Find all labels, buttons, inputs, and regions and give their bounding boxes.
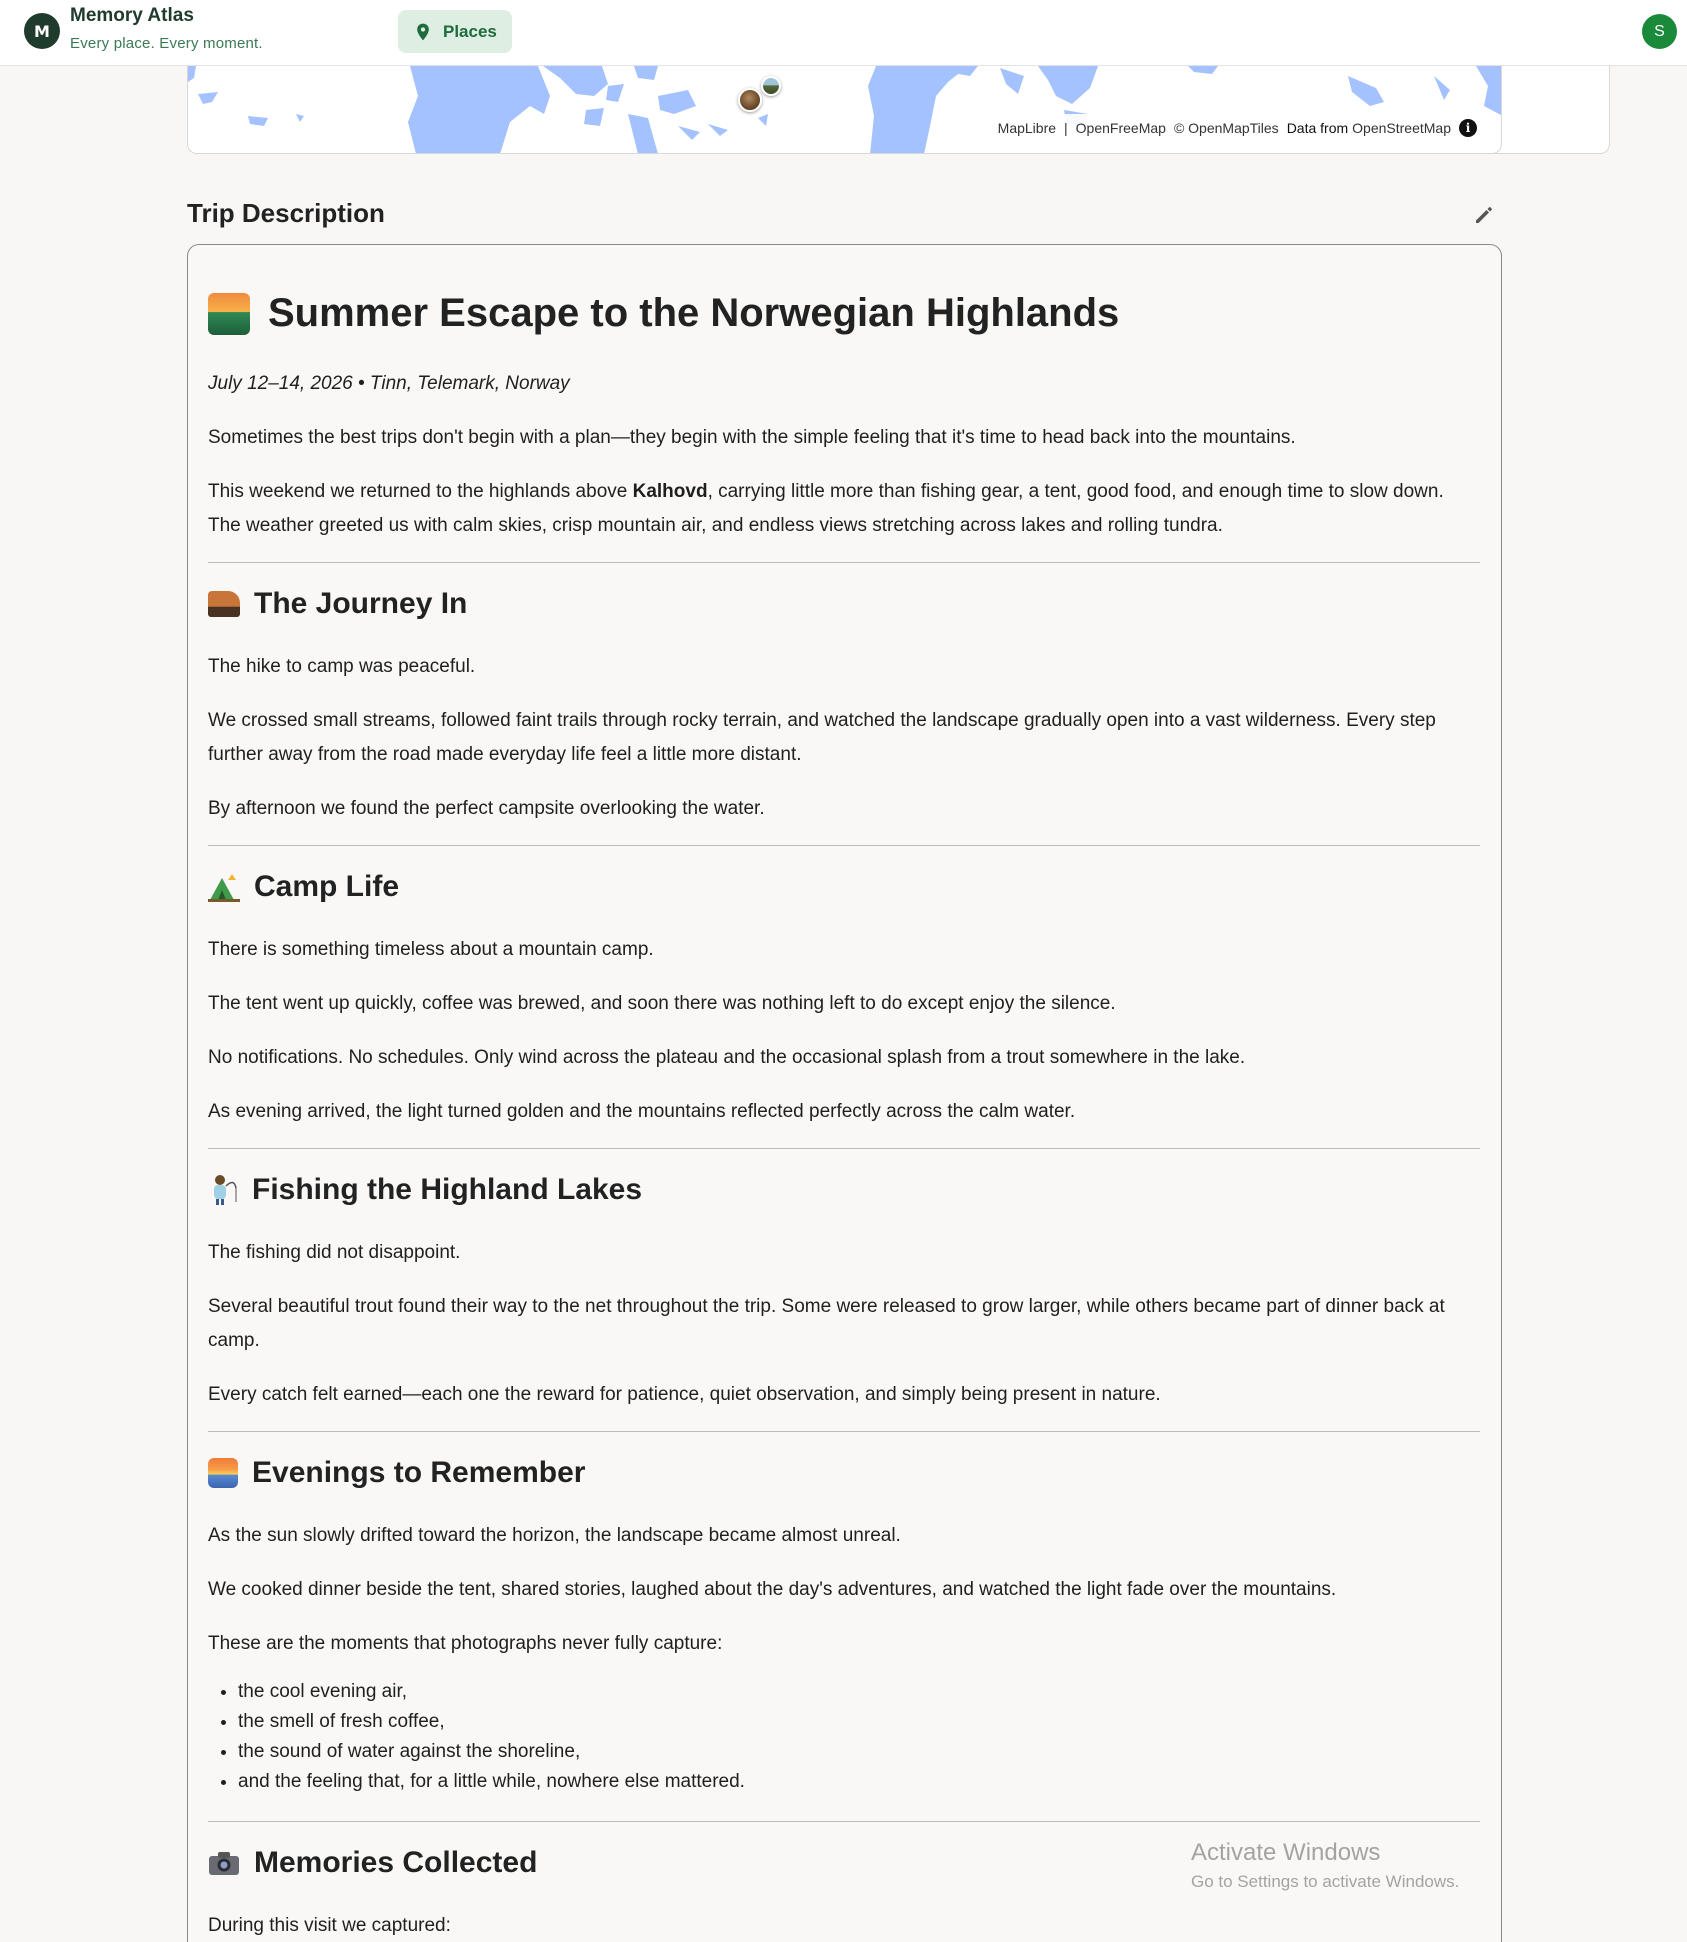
trip-meta: July 12–14, 2026 • Tinn, Telemark, Norway (208, 373, 570, 394)
section-title: Trip Description (187, 198, 385, 228)
paragraph: By afternoon we found the perfect campsite overlooking the water. (208, 798, 765, 819)
section-heading-fishing (208, 1173, 642, 1207)
place-name-kalhovd: Kalhovd (632, 481, 708, 502)
camera-icon (208, 1850, 240, 1876)
intro-paragraph-1: Sometimes the best trips don't begin with a plan—they begin with the simple feeling that it's time to head back into the mountains. (208, 427, 1296, 448)
paragraph: Every catch felt earned—each one the reward for patience, quiet observation, and simply being present in nature. (208, 1384, 1161, 1405)
avatar-initial: S (1654, 22, 1665, 40)
attribution-separator: | (1064, 120, 1068, 136)
intro-text-end: , carrying little more than fishing gear, a tent, good food, and enough time to slow down. The weather greeted us with calm skies, crisp mountain air, and endless views stretching across lakes and rolling tundra. (208, 481, 1444, 536)
sunset-icon (208, 1458, 238, 1488)
paragraph: As evening arrived, the light turned golden and the mountains reflected perfectly across the calm water. (208, 1101, 1076, 1122)
paragraph: The hike to camp was peaceful. (208, 656, 476, 677)
section-heading-text: Memories Collected (254, 1846, 538, 1879)
section-heading-memories (208, 1846, 537, 1880)
user-avatar[interactable] (1642, 14, 1677, 49)
data-from-label: Data from (1286, 120, 1349, 136)
paragraph: We cooked dinner beside the tent, shared stories, laughed about the day's adventures, and watched the light fade over the mountains. (208, 1579, 1337, 1600)
location-pin-icon (413, 22, 433, 42)
maplibre-link[interactable]: MapLibre (997, 120, 1057, 136)
divider (208, 562, 1480, 563)
list-item: • the cool evening air, (238, 1677, 745, 1707)
list-item: • the smell of fresh coffee, (238, 1707, 745, 1737)
paragraph: We crossed small streams, followed faint trails through rocky terrain, and watched the landscape gradually open into a vast wilderness. Every step further away from the road made everyday life feel a little more distant. (208, 710, 1436, 765)
openfreemap-link[interactable]: OpenFreeMap (1075, 120, 1166, 136)
list-item: • the sound of water against the shoreline, (238, 1737, 745, 1767)
divider (208, 845, 1480, 846)
divider (208, 1148, 1480, 1149)
divider (208, 1431, 1480, 1432)
section-heading-text: The Journey In (254, 587, 468, 620)
section-heading-text: Camp Life (254, 870, 400, 903)
document-title (208, 291, 1119, 336)
tab-places[interactable] (398, 10, 512, 53)
list-item: • and the feeling that, for a little while, nowhere else mattered. (238, 1767, 745, 1797)
edit-pencil-icon[interactable] (1472, 203, 1496, 227)
hiking-boot-icon (208, 591, 240, 617)
app-tagline: Every place. Every moment. (70, 35, 263, 52)
paragraph: Several beautiful trout found their way to the net throughout the trip. Some were released to grow larger, while others became part of dinner back at camp. (208, 1296, 1445, 1351)
paragraph: The fishing did not disappoint. (208, 1242, 461, 1263)
trip-description-card[interactable] (187, 244, 1502, 1942)
osm-link[interactable]: OpenStreetMap (1352, 120, 1451, 136)
photo-marker-1[interactable] (738, 88, 762, 112)
divider (208, 1821, 1480, 1822)
openmaptiles-link[interactable]: © OpenMapTiles (1173, 120, 1279, 136)
section-heading-journey (208, 587, 467, 621)
section-heading-evenings (208, 1456, 585, 1490)
moments-list (238, 1677, 745, 1797)
activate-windows-title: Activate Windows (1191, 1839, 1381, 1866)
intro-paragraph-2 (208, 475, 1480, 543)
top-bar (0, 0, 1687, 66)
camping-tent-icon (208, 872, 240, 902)
sunrise-over-mountains-icon (208, 293, 250, 335)
paragraph: During this visit we captured: (208, 1915, 451, 1936)
paragraph: As the sun slowly drifted toward the horizon, the landscape became almost unreal. (208, 1525, 901, 1546)
app-logo[interactable] (24, 13, 60, 49)
paragraph: There is something timeless about a mountain camp. (208, 939, 654, 960)
document-title-text: Summer Escape to the Norwegian Highlands (268, 291, 1120, 335)
paragraph: These are the moments that photographs never fully capture: (208, 1633, 723, 1654)
intro-text-start: This weekend we returned to the highlands above (208, 481, 633, 502)
photo-marker-2[interactable] (761, 76, 781, 96)
tab-places-label: Places (443, 21, 497, 41)
logo-letter: M (34, 21, 50, 41)
paragraph: The tent went up quickly, coffee was brewed, and soon there was nothing left to do except enjoy the silence. (208, 993, 1116, 1014)
activate-windows-subtitle: Go to Settings to activate Windows. (1191, 1872, 1460, 1891)
section-heading-text: Evenings to Remember (252, 1456, 586, 1489)
app-name: Memory Atlas (70, 5, 194, 26)
section-heading-camp (208, 870, 399, 904)
map-attribution (988, 114, 1483, 142)
section-heading-text: Fishing the Highland Lakes (252, 1173, 643, 1206)
person-fishing-icon (208, 1174, 238, 1206)
paragraph: No notifications. No schedules. Only wind across the plateau and the occasional splash from a trout somewhere in the lake. (208, 1047, 1246, 1068)
info-icon[interactable]: i (1459, 119, 1477, 137)
trip-map[interactable] (187, 66, 1502, 154)
